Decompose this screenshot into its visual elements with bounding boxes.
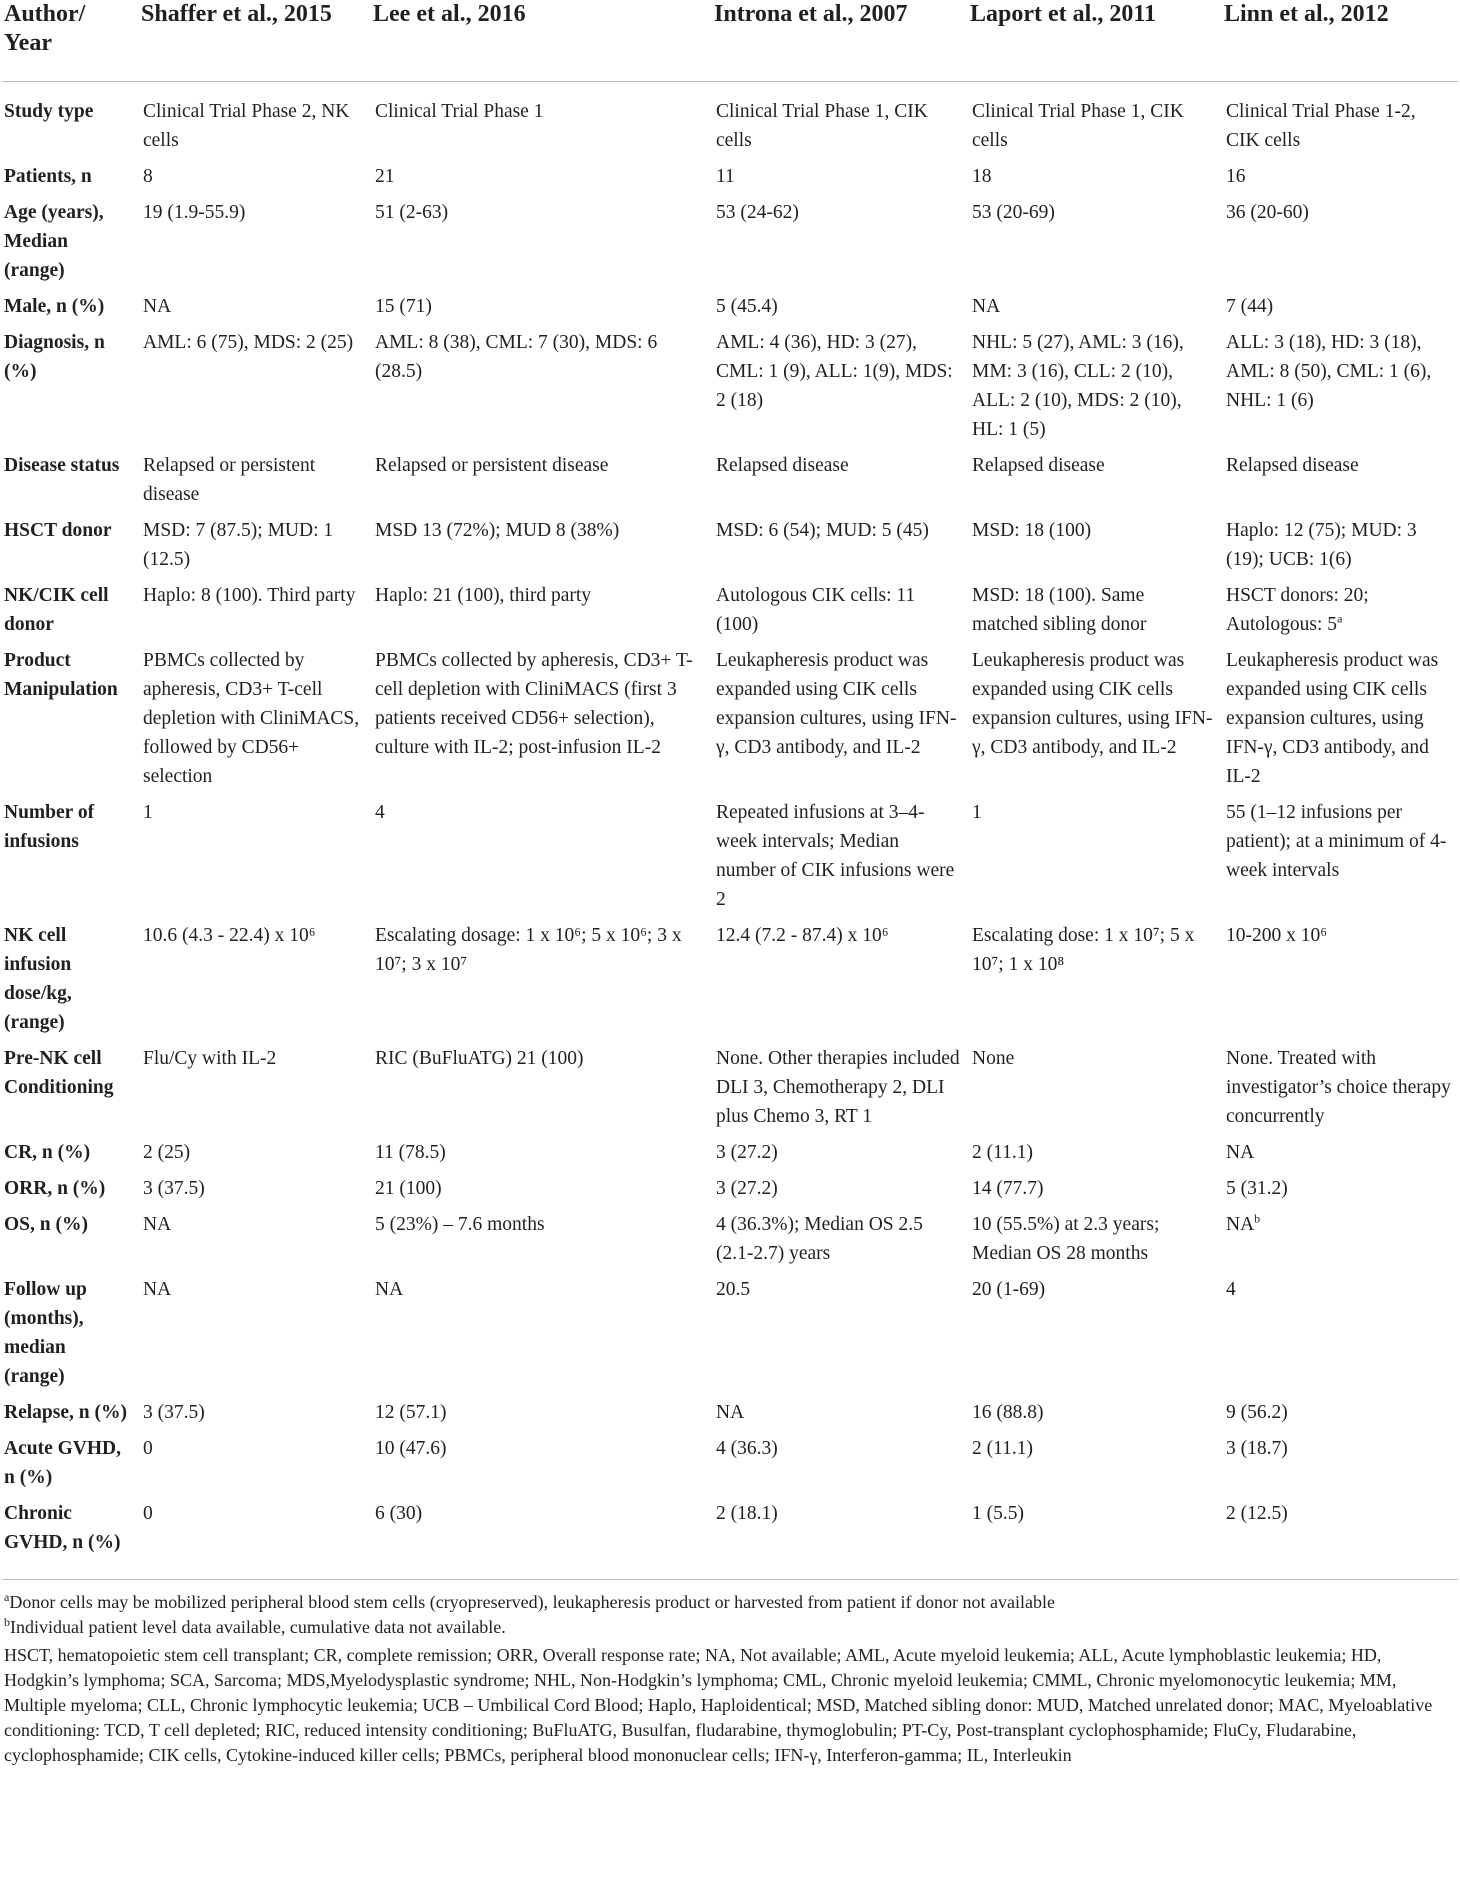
cell-text: Relapsed disease	[716, 455, 849, 476]
header-row	[2, 0, 1458, 82]
table-cell	[369, 794, 710, 917]
cell-text: 3 (37.5)	[143, 1402, 205, 1423]
cell-text: 4 (36.3%); Median OS 2.5 (2.1-2.7) years	[716, 1214, 923, 1264]
abbreviations-note: HSCT, hematopoietic stem cell transplant; CR, complete remission; ORR, Overall response rate; NA, Not available; AML, Acute myeloid leukemia; ALL, Acute lymphoblastic leukemia; HD, Hodgkin’s lymphoma; SCA, Sarcoma; MDS,Myelodysplastic syndrome; NHL, Non-Hodgkin’s lymphoma; CML, Chronic myeloid leukemia; CMML, Chronic myelomonocytic leukemia; MM, Multiple myeloma; CLL, Chronic lymphocytic leukemia; UCB – Umbilical Cord Blood; Haplo, Haploidentical; MSD, Matched sibling donor: MUD, Matched unrelated donor; MAC, Myeloablative conditioning: TCD, T cell depleted; RIC, reduced intensity conditioning; BuFluATG, Busulfan, fludarabine, thymoglobulin; PT-Cy, Post-transplant cyclophosphamide; FluCy, Fludarabine, cyclophosphamide; CIK cells, Cytokine-induced killer cells; PBMCs, peripheral blood mononuclear cells; IFN-γ, Interferon-gamma; IL, Interleukin	[4, 1645, 1433, 1765]
table-cell	[369, 1430, 710, 1495]
table-row	[2, 512, 1458, 577]
cell-text: 3 (18.7)	[1226, 1438, 1288, 1459]
cell-text: 3 (37.5)	[143, 1178, 205, 1199]
footnote-marker: b	[1254, 1211, 1261, 1226]
cell-text: None. Treated with investigator’s choice therapy concurrently	[1226, 1048, 1451, 1127]
cell-text: 5 (23%) – 7.6 months	[375, 1214, 545, 1235]
table-row	[2, 158, 1458, 194]
table-cell	[710, 1394, 966, 1430]
cell-text: Repeated infusions at 3–4-week intervals; Median number of CIK infusions were 2	[716, 802, 955, 910]
cell-text: 18	[972, 166, 992, 187]
cell-text: 12.4 (7.2 - 87.4) x 10⁶	[716, 925, 889, 946]
table-cell	[710, 288, 966, 324]
table-cell	[137, 642, 369, 794]
table-cell	[710, 512, 966, 577]
cell-text: 4	[1226, 1279, 1236, 1300]
table-cell	[966, 288, 1220, 324]
header-study: Laport et al., 2011	[966, 0, 1220, 82]
cell-text: 6 (30)	[375, 1503, 423, 1524]
row-label: Diagnosis, n (%)	[4, 332, 105, 382]
table-cell	[966, 324, 1220, 447]
table-cell	[710, 158, 966, 194]
cell-text: Clinical Trial Phase 2, NK cells	[143, 101, 350, 151]
cell-text: 55 (1–12 infusions per patient); at a minimum of 4-week intervals	[1226, 802, 1447, 881]
table-cell	[1220, 642, 1458, 794]
table-cell	[1220, 288, 1458, 324]
table-cell	[369, 1495, 710, 1580]
cell-text: MSD: 18 (100). Same matched sibling donor	[972, 585, 1147, 635]
cell-text: Relapsed or persistent disease	[143, 455, 316, 505]
cell-text: 2 (11.1)	[972, 1142, 1034, 1163]
table-cell	[710, 194, 966, 288]
table-cell	[1220, 794, 1458, 917]
row-label: Male, n (%)	[4, 296, 105, 317]
table-cell	[966, 1271, 1220, 1394]
cell-text: Clinical Trial Phase 1	[375, 101, 544, 122]
cell-text: ALL: 3 (18), HD: 3 (18), AML: 8 (50), CML: 1 (6), NHL: 1 (6)	[1226, 332, 1432, 411]
table-cell	[710, 1271, 966, 1394]
table-cell	[137, 324, 369, 447]
table-cell	[1220, 512, 1458, 577]
table-cell	[966, 642, 1220, 794]
cell-text: Relapsed disease	[972, 455, 1105, 476]
table-cell	[369, 1134, 710, 1170]
table-cell	[966, 1040, 1220, 1134]
cell-text: 1 (5.5)	[972, 1503, 1024, 1524]
footnote-a-mark: a	[4, 1590, 10, 1604]
cell-text: Haplo: 12 (75); MUD: 3 (19); UCB: 1(6)	[1226, 520, 1417, 570]
cell-text: Relapsed or persistent disease	[375, 455, 609, 476]
table-row	[2, 1495, 1458, 1580]
table-cell	[966, 1495, 1220, 1580]
cell-text: 4	[375, 802, 385, 823]
cell-text: AML: 6 (75), MDS: 2 (25)	[143, 332, 354, 353]
footnote-b	[4, 1615, 1456, 1640]
table-cell	[710, 642, 966, 794]
cell-text: 5 (45.4)	[716, 296, 778, 317]
cell-text: Clinical Trial Phase 1, CIK cells	[716, 101, 928, 151]
cell-text: 16	[1226, 166, 1246, 187]
table-cell	[710, 577, 966, 642]
table-cell	[137, 1271, 369, 1394]
cell-text: NHL: 5 (27), AML: 3 (16), MM: 3 (16), CLL: 2 (10), ALL: 2 (10), MDS: 2 (10), HL: 1 (5)	[972, 332, 1184, 440]
table-cell	[966, 1134, 1220, 1170]
cell-text: 20.5	[716, 1279, 751, 1300]
cell-text: Leukapheresis product was expanded using CIK cells expansion cultures, using IFN-γ, CD3 antibody, and IL-2	[1226, 650, 1439, 787]
cell-text: MSD 13 (72%); MUD 8 (38%)	[375, 520, 620, 541]
table-cell	[710, 917, 966, 1040]
table-cell	[137, 1430, 369, 1495]
table-cell	[1220, 917, 1458, 1040]
cell-text: NA	[1226, 1142, 1255, 1163]
cell-text: Clinical Trial Phase 1, CIK cells	[972, 101, 1184, 151]
cell-text: 21	[375, 166, 395, 187]
row-label: Age (years), Median (range)	[4, 202, 104, 281]
table-row	[2, 917, 1458, 1040]
table-cell	[137, 288, 369, 324]
cell-text: 10.6 (4.3 - 22.4) x 10⁶	[143, 925, 316, 946]
table-cell	[137, 794, 369, 917]
table-cell	[1220, 447, 1458, 512]
cell-text: 16 (88.8)	[972, 1402, 1044, 1423]
cell-text: Relapsed disease	[1226, 455, 1359, 476]
cell-text: MSD: 7 (87.5); MUD: 1 (12.5)	[143, 520, 334, 570]
cell-text: 5 (31.2)	[1226, 1178, 1288, 1199]
cell-text: 36 (20-60)	[1226, 202, 1309, 223]
table-cell	[369, 577, 710, 642]
cell-text: PBMCs collected by apheresis, CD3+ T-cell depletion with CliniMACS, followed by CD56+ selection	[143, 650, 360, 787]
table-row	[2, 1394, 1458, 1430]
table-cell	[966, 194, 1220, 288]
cell-text: 0	[143, 1503, 153, 1524]
cell-text: 2 (18.1)	[716, 1503, 778, 1524]
cell-text: 10-200 x 10⁶	[1226, 925, 1328, 946]
table-row	[2, 1206, 1458, 1271]
table-cell	[1220, 1495, 1458, 1580]
cell-text: 53 (20-69)	[972, 202, 1055, 223]
row-label: Follow up (months), median (range)	[4, 1279, 87, 1387]
cell-text: 53 (24-62)	[716, 202, 799, 223]
table-cell	[137, 194, 369, 288]
table-cell	[369, 512, 710, 577]
row-label: Study type	[4, 101, 94, 122]
cell-text: NA	[972, 296, 1001, 317]
table-row	[2, 642, 1458, 794]
table-cell	[369, 1170, 710, 1206]
header-study: Lee et al., 2016	[369, 0, 710, 82]
footnote-b-text: Individual patient level data available, cumulative data not available.	[10, 1617, 506, 1637]
cell-text: None	[972, 1048, 1015, 1069]
cell-text: Haplo: 8 (100). Third party	[143, 585, 356, 606]
header-study: Linn et al., 2012	[1220, 0, 1458, 82]
row-label: NK/CIK cell donor	[4, 585, 109, 635]
table-cell	[369, 158, 710, 194]
cell-text: 10 (55.5%) at 2.3 years; Median OS 28 months	[972, 1214, 1160, 1264]
cell-text: Leukapheresis product was expanded using CIK cells expansion cultures, using IFN-γ, CD3 antibody, and IL-2	[972, 650, 1213, 758]
table-cell	[369, 82, 710, 159]
table-cell	[710, 794, 966, 917]
table-cell	[710, 1430, 966, 1495]
table-cell	[710, 447, 966, 512]
table-body	[2, 82, 1458, 1580]
table-cell	[369, 194, 710, 288]
table-cell	[369, 917, 710, 1040]
cell-text: Escalating dosage: 1 x 10⁶; 5 x 10⁶; 3 x 10⁷; 3 x 10⁷	[375, 925, 682, 975]
cell-text: NA	[143, 296, 172, 317]
table-cell	[1220, 158, 1458, 194]
table-cell	[1220, 194, 1458, 288]
cell-text: 1	[143, 802, 153, 823]
row-label: Disease status	[4, 455, 120, 476]
table-cell	[966, 447, 1220, 512]
table-cell	[369, 1206, 710, 1271]
row-label: ORR, n (%)	[4, 1178, 106, 1199]
cell-text: 7 (44)	[1226, 296, 1274, 317]
cell-text: 9 (56.2)	[1226, 1402, 1288, 1423]
table-cell	[369, 642, 710, 794]
table-cell	[137, 82, 369, 159]
table-cell	[1220, 1206, 1458, 1271]
cell-text: MSD: 6 (54); MUD: 5 (45)	[716, 520, 929, 541]
table-cell	[966, 794, 1220, 917]
table-cell	[137, 1170, 369, 1206]
cell-text: 3 (27.2)	[716, 1178, 778, 1199]
footnote-a	[4, 1590, 1456, 1615]
table-cell	[369, 447, 710, 512]
cell-text: Leukapheresis product was expanded using CIK cells expansion cultures, using IFN-γ, CD3 antibody, and IL-2	[716, 650, 957, 758]
footnote-b-mark: b	[4, 1615, 10, 1629]
table-cell	[137, 447, 369, 512]
table-cell	[966, 512, 1220, 577]
cell-text: None. Other therapies included DLI 3, Chemotherapy 2, DLI plus Chemo 3, RT 1	[716, 1048, 960, 1127]
cell-text: 2 (25)	[143, 1142, 191, 1163]
table-row	[2, 324, 1458, 447]
cell-text: Flu/Cy with IL-2	[143, 1048, 277, 1069]
cell-text: NA	[143, 1279, 172, 1300]
row-label: Patients, n	[4, 166, 92, 187]
table-cell	[966, 1170, 1220, 1206]
row-label: NK cell infusion dose/kg, (range)	[4, 925, 72, 1033]
cell-text: 0	[143, 1438, 153, 1459]
cell-text: 15 (71)	[375, 296, 432, 317]
cell-text: 2 (11.1)	[972, 1438, 1034, 1459]
table-cell	[369, 288, 710, 324]
cell-text: 21 (100)	[375, 1178, 442, 1199]
table-row	[2, 288, 1458, 324]
cell-text: 8	[143, 166, 153, 187]
cell-text: 20 (1-69)	[972, 1279, 1046, 1300]
header-study: Shaffer et al., 2015	[137, 0, 369, 82]
table-cell	[137, 1040, 369, 1134]
table-row	[2, 447, 1458, 512]
cell-text: 51 (2-63)	[375, 202, 449, 223]
cell-text: NA	[716, 1402, 745, 1423]
row-label: Pre-NK cell Conditioning	[4, 1048, 114, 1098]
table-cell	[137, 158, 369, 194]
cell-text: PBMCs collected by apheresis, CD3+ T-cell depletion with CliniMACS (first 3 patients received CD56+ selection), culture with IL-2; post-infusion IL-2	[375, 650, 693, 758]
cell-text: Haplo: 21 (100), third party	[375, 585, 592, 606]
cell-text: Autologous CIK cells: 11 (100)	[716, 585, 916, 635]
cell-text: 14 (77.7)	[972, 1178, 1044, 1199]
cell-text: 1	[972, 802, 982, 823]
table-cell	[1220, 1134, 1458, 1170]
header-author-year: Author/ Year	[2, 0, 137, 82]
table-cell	[710, 1040, 966, 1134]
row-label: Chronic GVHD, n (%)	[2, 1495, 137, 1580]
row-label: Relapse, n (%)	[4, 1402, 127, 1423]
table-cell	[1220, 1394, 1458, 1430]
cell-text: 12 (57.1)	[375, 1402, 447, 1423]
study-comparison-table	[2, 0, 1458, 1580]
table-cell	[1220, 1170, 1458, 1206]
cell-text: HSCT donors: 20; Autologous: 5	[1226, 585, 1369, 635]
cell-text: 10 (47.6)	[375, 1438, 447, 1459]
table-cell	[1220, 1430, 1458, 1495]
table-row	[2, 794, 1458, 917]
cell-text: NA	[143, 1214, 172, 1235]
table-cell	[137, 1495, 369, 1580]
table-cell	[137, 577, 369, 642]
row-label: CR, n (%)	[4, 1142, 91, 1163]
header-study: Introna et al., 2007	[710, 0, 966, 82]
table-cell	[1220, 577, 1458, 642]
cell-text: MSD: 18 (100)	[972, 520, 1092, 541]
cell-text: AML: 8 (38), CML: 7 (30), MDS: 6 (28.5)	[375, 332, 658, 382]
table-footnotes	[2, 1580, 1458, 1768]
cell-text: 2 (12.5)	[1226, 1503, 1288, 1524]
table-cell	[137, 1206, 369, 1271]
table-cell	[966, 917, 1220, 1040]
cell-text: Escalating dose: 1 x 10⁷; 5 x 10⁷; 1 x 10⁸	[972, 925, 1195, 975]
footnote-a-text: Donor cells may be mobilized peripheral blood stem cells (cryopreserved), leukapheresis product or harvested from patient if donor not available	[9, 1592, 1055, 1612]
table-row	[2, 1040, 1458, 1134]
table-cell	[369, 1040, 710, 1134]
cell-text: AML: 4 (36), HD: 3 (27), CML: 1 (9), ALL: 1(9), MDS: 2 (18)	[716, 332, 953, 411]
cell-text: 4 (36.3)	[716, 1438, 778, 1459]
table-cell	[710, 324, 966, 447]
table-cell	[1220, 1271, 1458, 1394]
table-cell	[137, 1394, 369, 1430]
table-row	[2, 577, 1458, 642]
table-cell	[966, 1430, 1220, 1495]
table-cell	[710, 1170, 966, 1206]
table-cell	[710, 1495, 966, 1580]
table-row	[2, 82, 1458, 159]
row-label: OS, n (%)	[4, 1214, 88, 1235]
cell-text: 11 (78.5)	[375, 1142, 446, 1163]
table-cell	[137, 917, 369, 1040]
cell-text: 3 (27.2)	[716, 1142, 778, 1163]
table-row	[2, 1134, 1458, 1170]
table-cell	[710, 82, 966, 159]
table-cell	[1220, 82, 1458, 159]
table-cell	[369, 1271, 710, 1394]
cell-text: RIC (BuFluATG) 21 (100)	[375, 1048, 584, 1069]
table-cell	[137, 512, 369, 577]
cell-text: NA	[375, 1279, 404, 1300]
table-row	[2, 194, 1458, 288]
table-cell	[137, 1134, 369, 1170]
table-cell	[966, 577, 1220, 642]
row-label: Acute GVHD, n (%)	[4, 1438, 121, 1488]
table-cell	[369, 1394, 710, 1430]
cell-text: Clinical Trial Phase 1-2, CIK cells	[1226, 101, 1416, 151]
row-label: Number of infusions	[4, 802, 95, 852]
table-cell	[710, 1206, 966, 1271]
table-cell	[966, 1394, 1220, 1430]
cell-text: 19 (1.9-55.9)	[143, 202, 246, 223]
table-row	[2, 1170, 1458, 1206]
table-cell	[966, 158, 1220, 194]
table-cell	[966, 82, 1220, 159]
table-row	[2, 1271, 1458, 1394]
row-label: HSCT donor	[4, 520, 112, 541]
cell-text: 11	[716, 166, 735, 187]
table-cell	[710, 1134, 966, 1170]
footnote-marker: a	[1337, 611, 1343, 626]
table-cell	[369, 324, 710, 447]
table-row	[2, 1430, 1458, 1495]
cell-text: NA	[1226, 1214, 1255, 1235]
table-cell	[1220, 324, 1458, 447]
table-cell	[1220, 1040, 1458, 1134]
row-label: Product Manipulation	[4, 650, 118, 700]
table-cell	[966, 1206, 1220, 1271]
